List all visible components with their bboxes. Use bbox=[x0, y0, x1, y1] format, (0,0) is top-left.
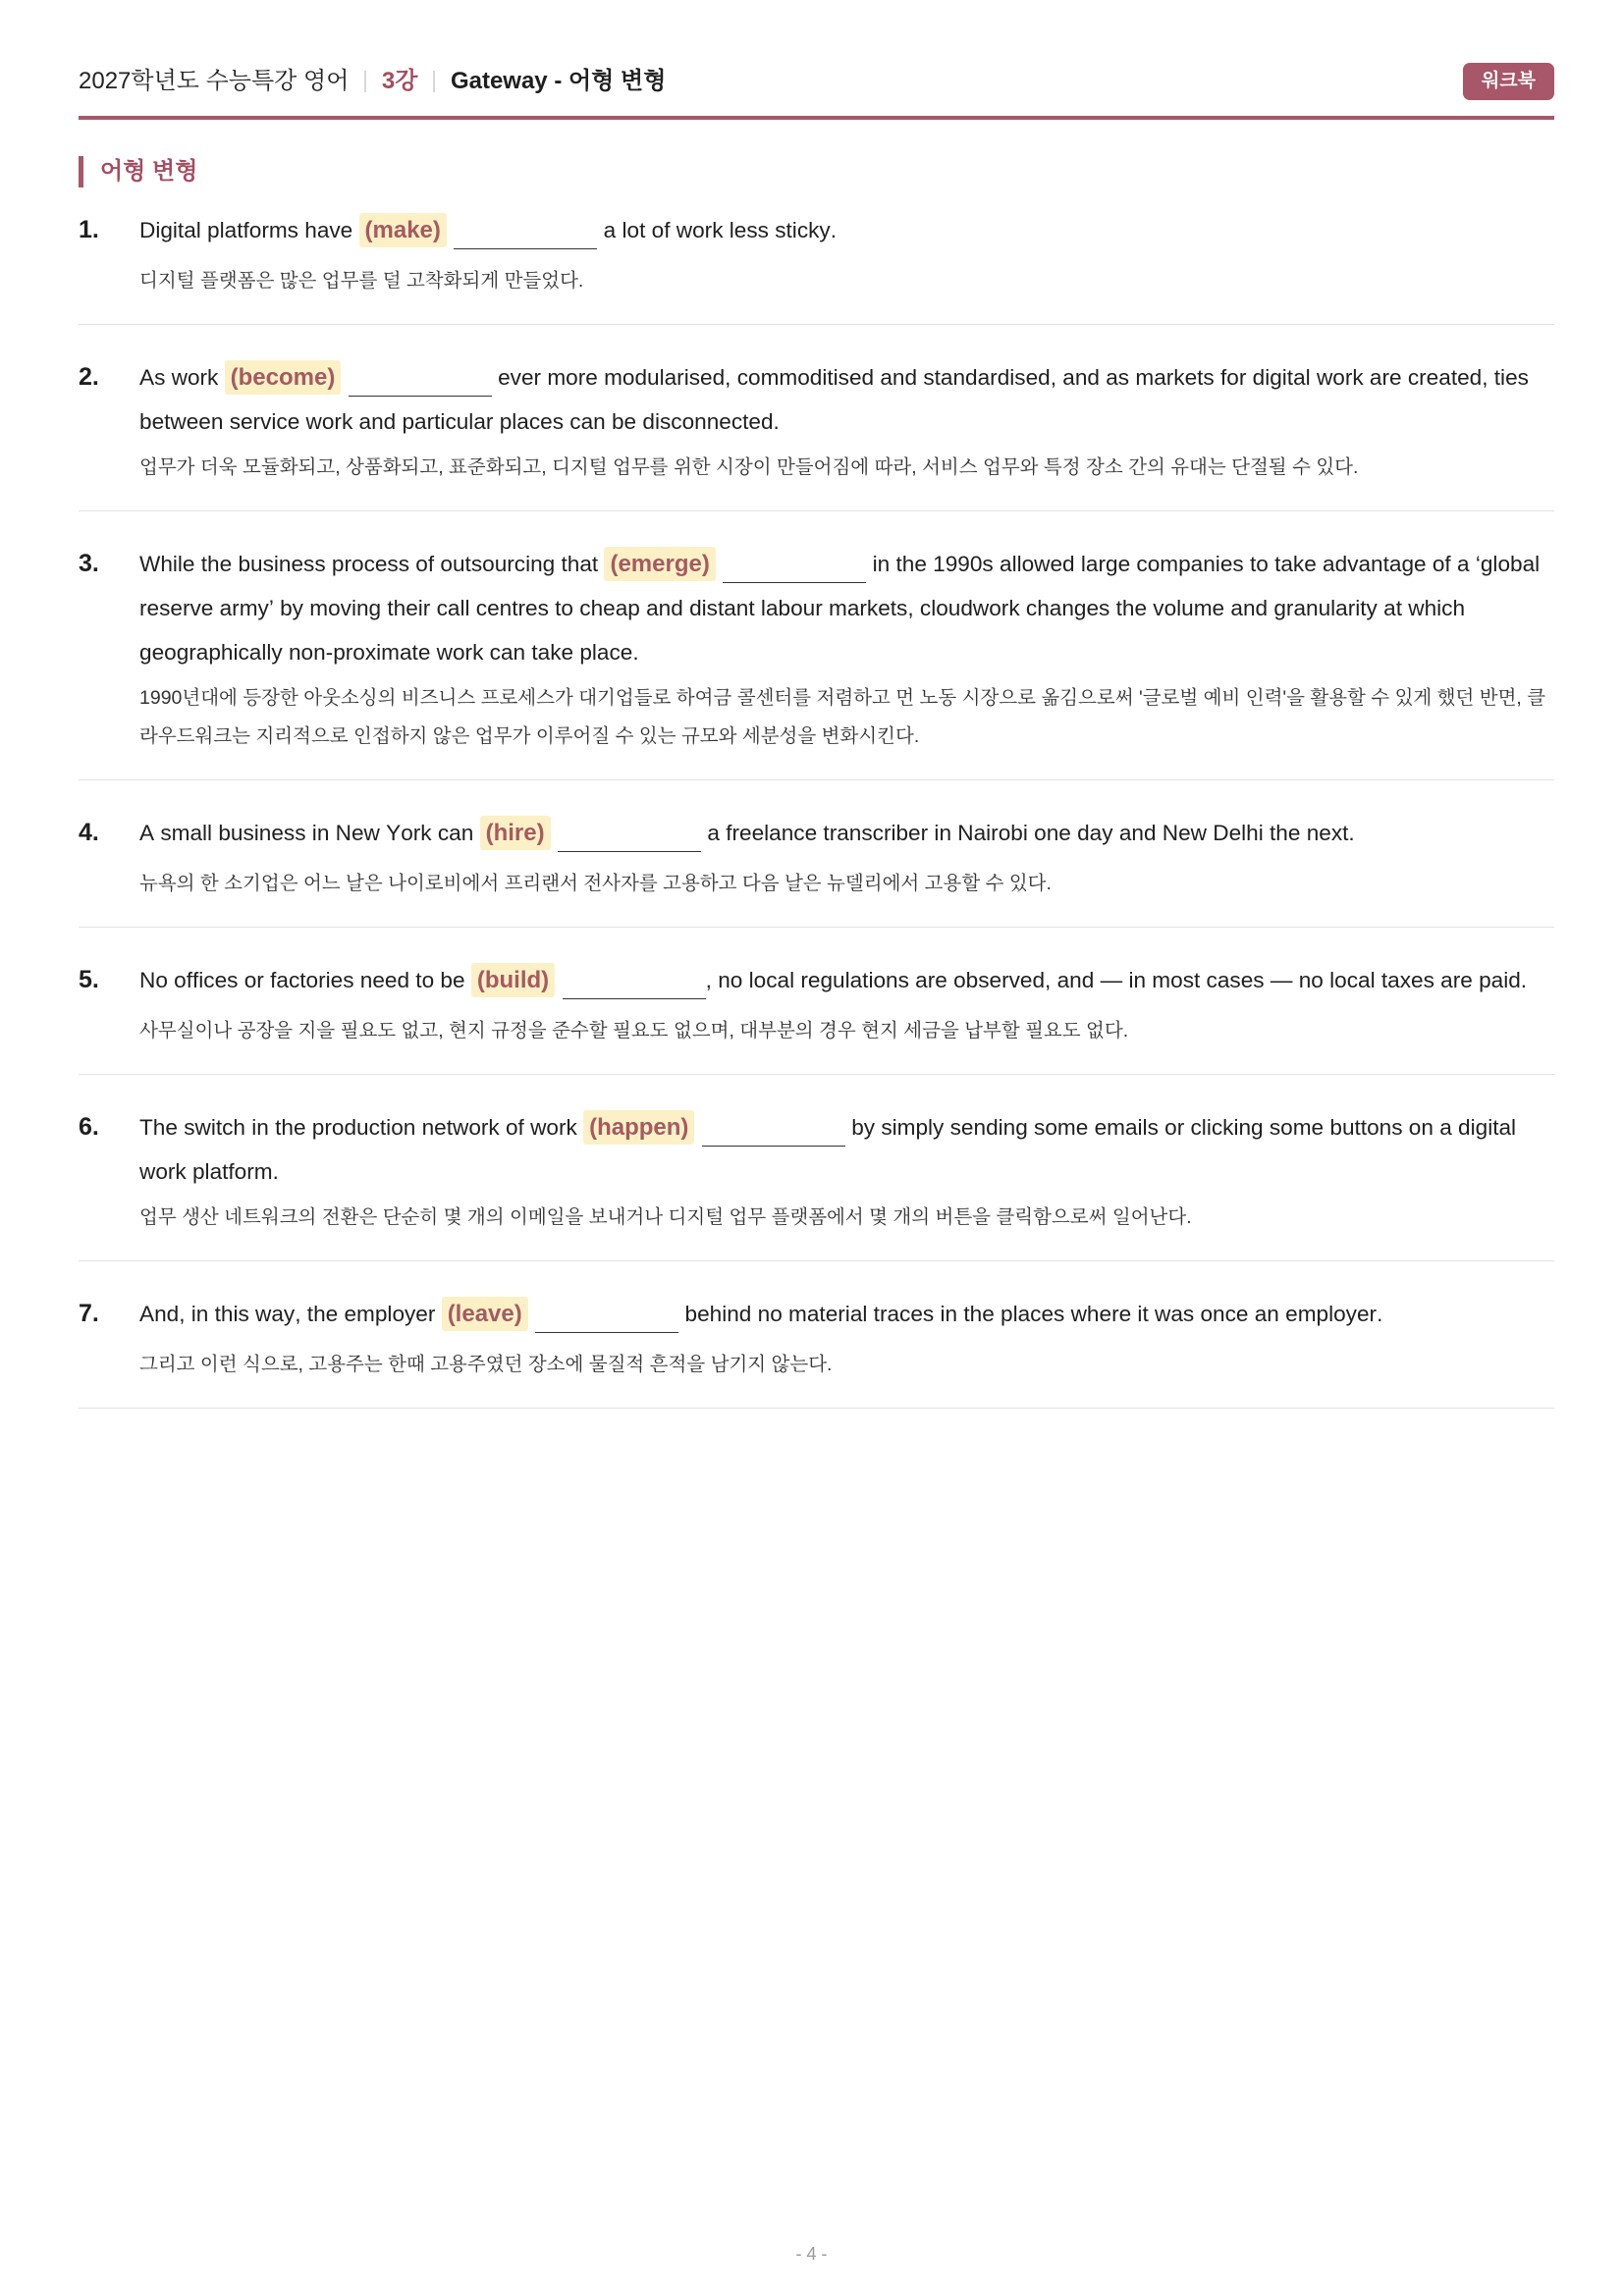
korean-translation: 업무가 더욱 모듈화되고, 상품화되고, 표준화되고, 디지털 업무를 위한 시장이 만들어짐에 따라, 서비스 업무와 특정 장소 간의 유대는 단절될 수 있다. bbox=[139, 455, 1359, 478]
verb-hint: (build) bbox=[471, 963, 555, 997]
verb-hint: (hire) bbox=[480, 816, 551, 850]
verb-hint: (become) bbox=[225, 360, 342, 395]
korean-translation: 업무 생산 네트워크의 전환은 단순히 몇 개의 이메일을 보내거나 디지털 업무 플랫폼에서 몇 개의 버튼을 클릭함으로써 일어난다. bbox=[139, 1205, 1192, 1228]
item-number: 7. bbox=[79, 1299, 99, 1327]
verb-hint: (make) bbox=[359, 213, 447, 247]
korean-translation: 뉴욕의 한 소기업은 어느 날은 나이로비에서 프리랜서 전사자를 고용하고 다음 날은 뉴델리에서 고용할 수 있다. bbox=[139, 872, 1052, 894]
english-sentence bbox=[139, 1105, 1554, 1194]
sentence-before: And, in this way, the employer bbox=[139, 1301, 442, 1326]
sentence-after: a lot of work less sticky. bbox=[597, 217, 837, 242]
item-number: 5. bbox=[79, 965, 99, 993]
verb-hint: (happen) bbox=[583, 1110, 694, 1145]
korean-translation: 사무실이나 공장을 지을 필요도 없고, 현지 규정을 준수할 필요도 없으며, 대부분의 경우 현지 세금을 납부할 필요도 없다. bbox=[139, 1019, 1129, 1041]
item-body bbox=[139, 208, 1554, 300]
item-number: 3. bbox=[79, 549, 99, 577]
exercise-item-7 bbox=[79, 1261, 1554, 1409]
sentence-after: , no local regulations are observed, and — in most cases — no local taxes are paid. bbox=[705, 967, 1528, 992]
answer-blank bbox=[563, 998, 706, 999]
workbook-badge: 워크북 bbox=[1463, 63, 1554, 100]
exercise-item-6 bbox=[79, 1075, 1554, 1261]
verb-hint: (leave) bbox=[442, 1297, 528, 1331]
page-header bbox=[79, 63, 666, 100]
exercise-item-1 bbox=[79, 178, 1554, 325]
sentence-before: Digital platforms have bbox=[139, 217, 359, 242]
item-body bbox=[139, 542, 1554, 756]
sentence-after: a freelance transcriber in Nairobi one day and New Delhi the next. bbox=[701, 820, 1355, 845]
exercise-list bbox=[79, 178, 1554, 1409]
answer-blank bbox=[723, 582, 866, 583]
english-sentence bbox=[139, 958, 1554, 1002]
section-title: Gateway - 어형 변형 bbox=[450, 68, 667, 94]
section-heading: 어형 변형 bbox=[100, 158, 198, 185]
sentence-after: by simply sending some emails or clicking some buttons on a digital work platform. bbox=[139, 1114, 1517, 1184]
exercise-item-5 bbox=[79, 928, 1554, 1075]
sentence-before: The switch in the production network of work bbox=[139, 1114, 584, 1140]
sentence-before: While the business process of outsourcing that bbox=[139, 551, 605, 576]
header-rule bbox=[79, 116, 1554, 120]
english-sentence bbox=[139, 355, 1554, 444]
item-body bbox=[139, 1105, 1554, 1237]
english-sentence bbox=[139, 208, 1554, 252]
answer-blank bbox=[454, 248, 597, 249]
sentence-after: behind no material traces in the places where it was once an employer. bbox=[678, 1301, 1383, 1326]
korean-translation: 디지털 플랫폼은 많은 업무를 덜 고착화되게 만들었다. bbox=[139, 269, 584, 292]
item-number: 4. bbox=[79, 818, 99, 846]
sentence-before: No offices or factories need to be bbox=[139, 967, 471, 992]
answer-blank bbox=[558, 851, 701, 852]
exercise-item-2 bbox=[79, 325, 1554, 511]
english-sentence bbox=[139, 811, 1554, 855]
item-body bbox=[139, 355, 1554, 487]
item-number: 1. bbox=[79, 215, 99, 243]
korean-translation: 그리고 이런 식으로, 고용주는 한때 고용주였던 장소에 물질적 흔적을 남기지 않는다. bbox=[139, 1353, 833, 1375]
answer-blank bbox=[535, 1332, 678, 1333]
header-divider bbox=[433, 71, 435, 92]
item-number: 2. bbox=[79, 362, 99, 391]
korean-translation: 1990년대에 등장한 아웃소싱의 비즈니스 프로세스가 대기업들로 하여금 콜센터를 저렴하고 먼 노동 시장으로 옮김으로써 '글로벌 예비 인력'을 활용할 수 있게 했던 반면, 클라우드워크는 지리적으로 인접하지 않은 업무가 이루어질 수 있는 규모와 세분성을 변화시킨다. bbox=[139, 686, 1546, 747]
exercise-item-3 bbox=[79, 511, 1554, 780]
item-number: 6. bbox=[79, 1112, 99, 1141]
answer-blank bbox=[349, 396, 492, 397]
sentence-before: As work bbox=[139, 364, 225, 390]
item-body bbox=[139, 958, 1554, 1050]
english-sentence bbox=[139, 1292, 1554, 1336]
book-title: 2027학년도 수능특강 영어 bbox=[79, 68, 350, 94]
verb-hint: (emerge) bbox=[604, 547, 715, 581]
item-body bbox=[139, 1292, 1554, 1384]
sentence-before: A small business in New York can bbox=[139, 820, 480, 845]
sentence-after: ever more modularised, commoditised and standardised, and as markets for digital work are created, ties between service work and particular places can be disconnected. bbox=[139, 364, 1529, 434]
english-sentence bbox=[139, 542, 1554, 674]
page-number: - 4 - bbox=[795, 2244, 828, 2264]
answer-blank bbox=[702, 1146, 845, 1147]
exercise-item-4 bbox=[79, 780, 1554, 928]
header-divider bbox=[364, 71, 366, 92]
lesson-label: 3강 bbox=[381, 68, 418, 94]
item-body bbox=[139, 811, 1554, 903]
sentence-after: in the 1990s allowed large companies to take advantage of a ‘global reserve army’ by moving their call centres to cheap and distant labour markets, cloudwork changes the volume and granularity at which geographically non-proximate work can take place. bbox=[139, 551, 1541, 665]
